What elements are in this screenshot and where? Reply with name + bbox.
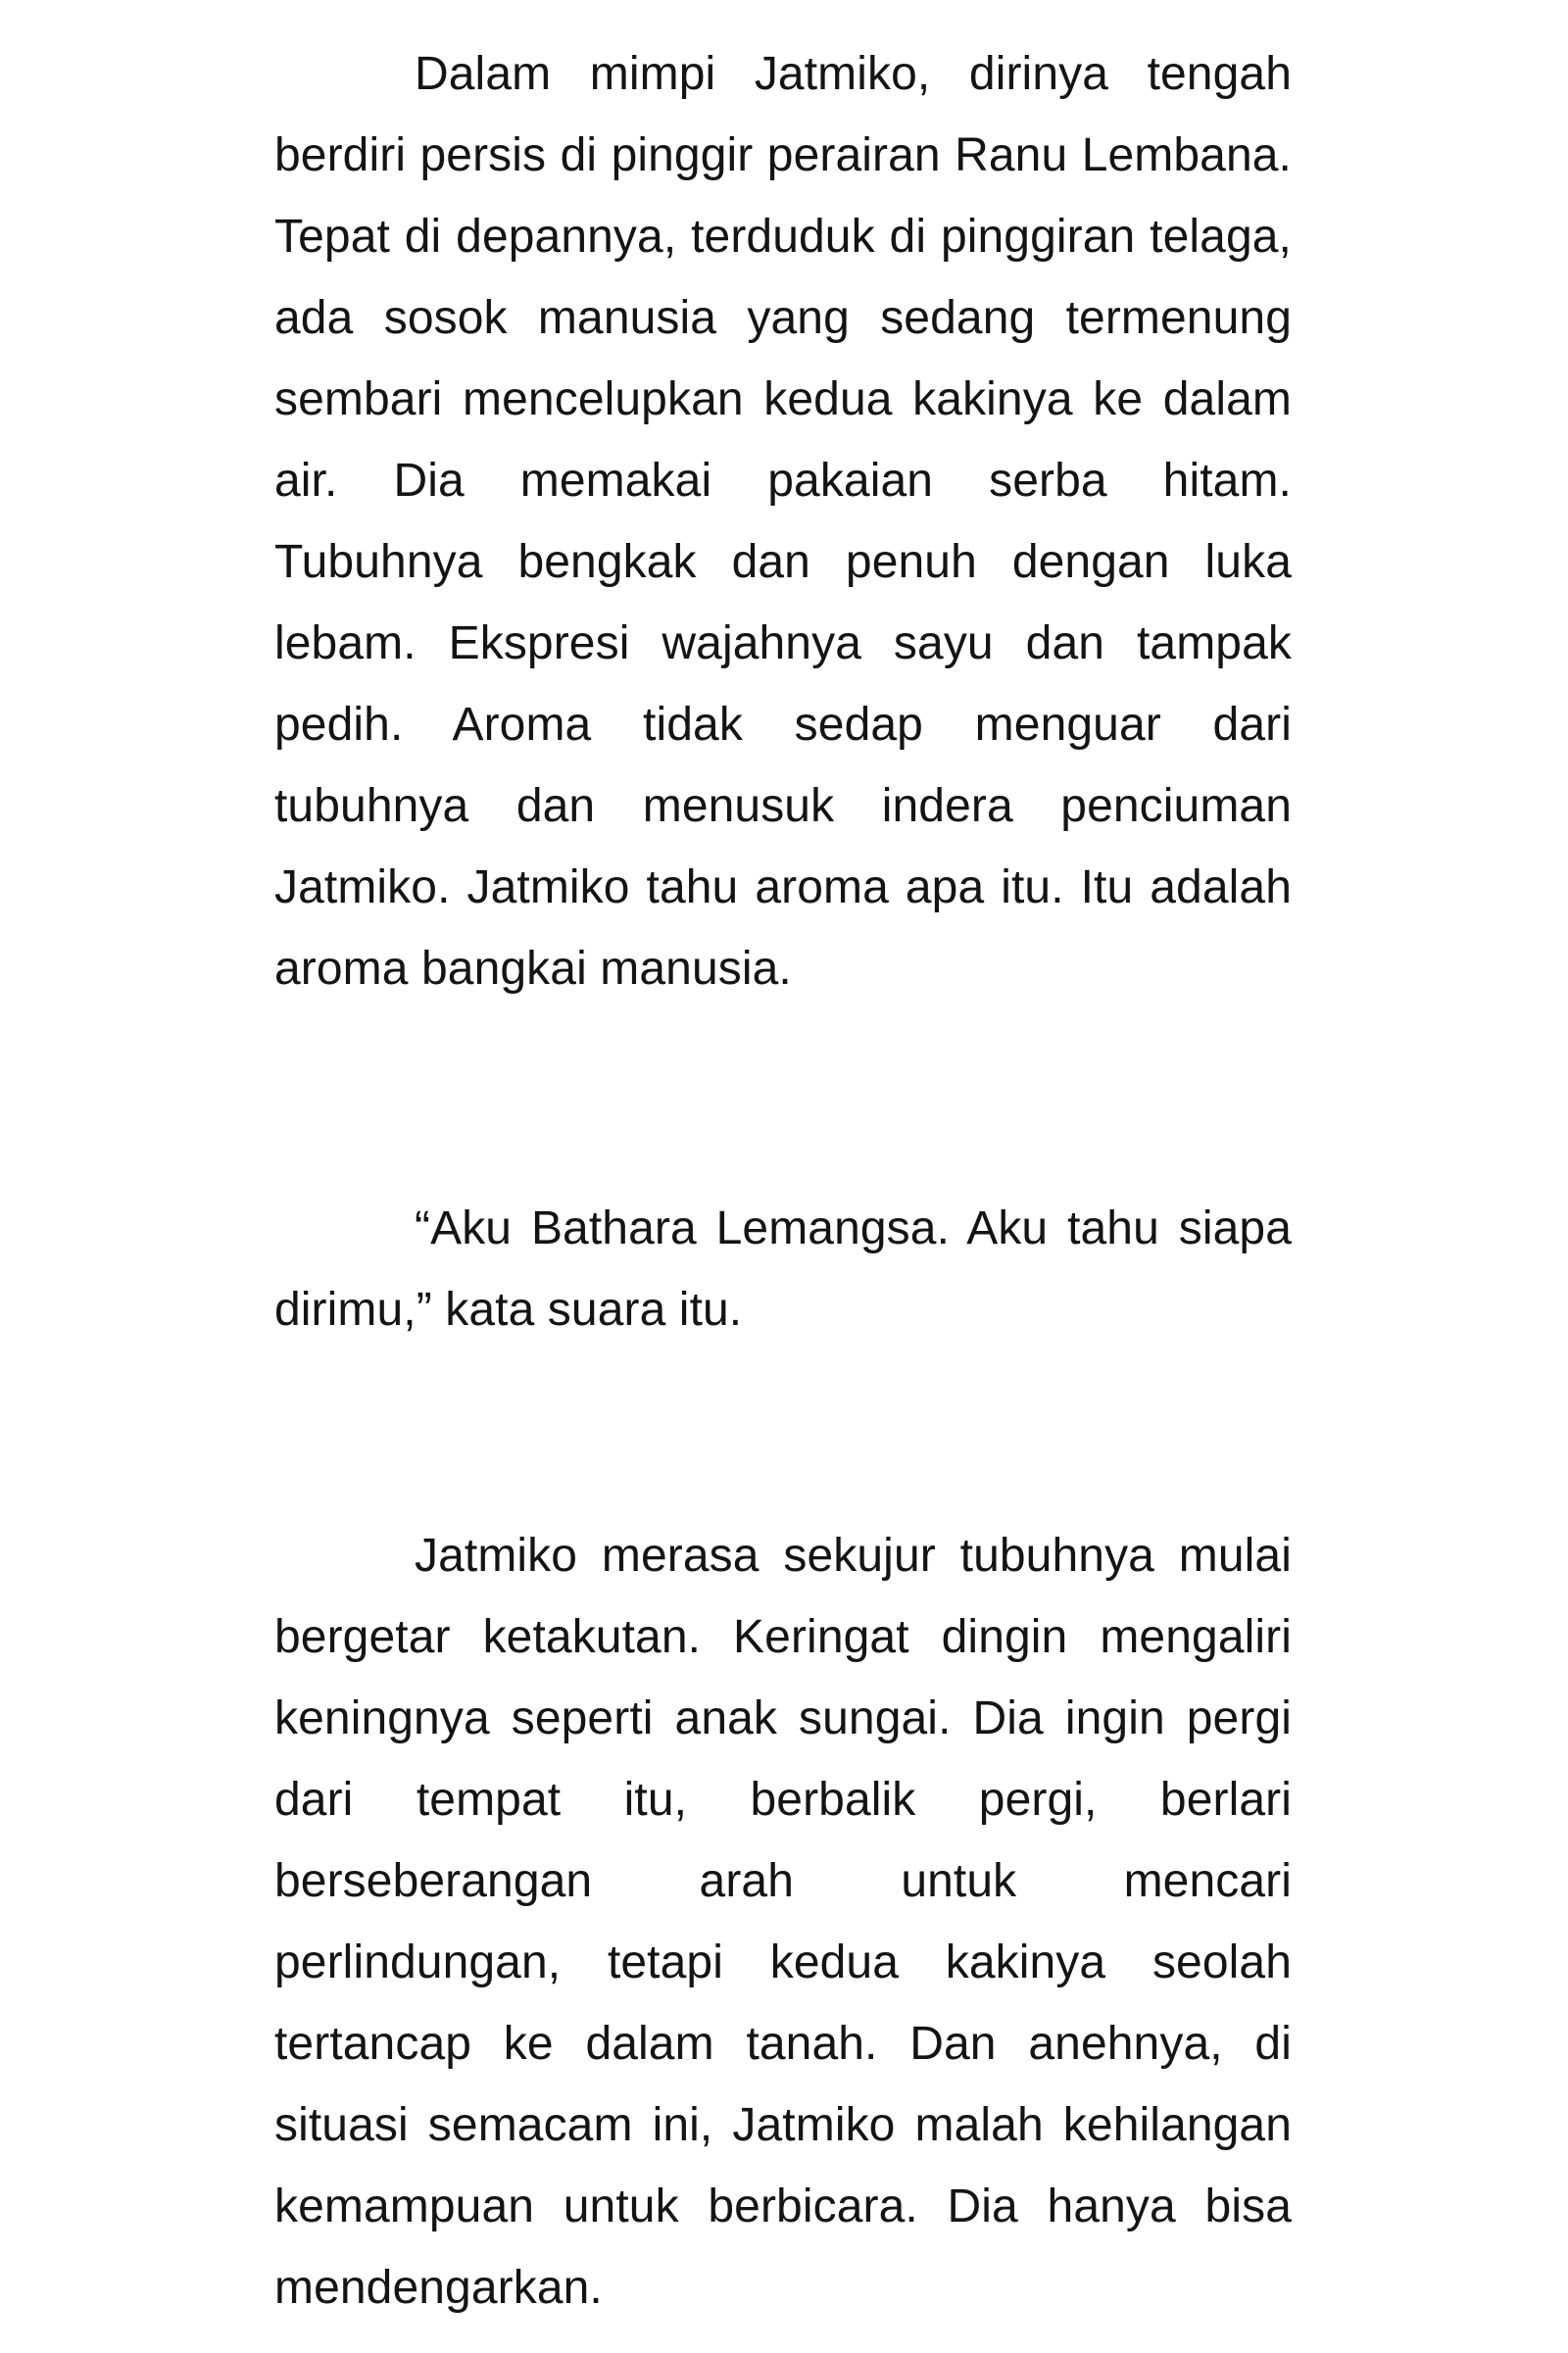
- paragraph-dream-description: Dalam mimpi Jatmiko, dirinya tengah berdiri persis di pinggir perairan Ranu Lembana. Tepat di depannya, terduduk di pinggiran telaga, ada sosok manusia yang sedang termenung sembari mencelupkan kedua kakinya ke dalam air. Dia memakai pakaian serba hitam. Tubuhnya bengkak dan penuh dengan luka lebam. Ekspresi wajahnya sayu dan tampak pedih. Aroma tidak sedap menguar dari tubuhnya dan menusuk indera penciuman Jatmiko. Jatmiko tahu aroma apa itu. Itu adalah aroma bangkai manusia.: [274, 48, 1292, 995]
- paragraph-fear: Jatmiko merasa sekujur tubuhnya mulai bergetar ketakutan. Keringat dingin mengaliri keningnya seperti anak sungai. Dia ingin pergi dari tempat itu, berbalik pergi, berlari berseberangan arah untuk mencari perlindungan, tetapi kedua kakinya seolah tertancap ke dalam tanah. Dan anehnya, di situasi semacam ini, Jatmiko malah kehilangan kemampuan untuk berbicara. Dia hanya bisa mendengarkan.: [274, 1530, 1292, 2314]
- paragraph-dialogue: “Aku Bathara Lemangsa. Aku tahu siapa dirimu,” kata suara itu.: [274, 1202, 1292, 1336]
